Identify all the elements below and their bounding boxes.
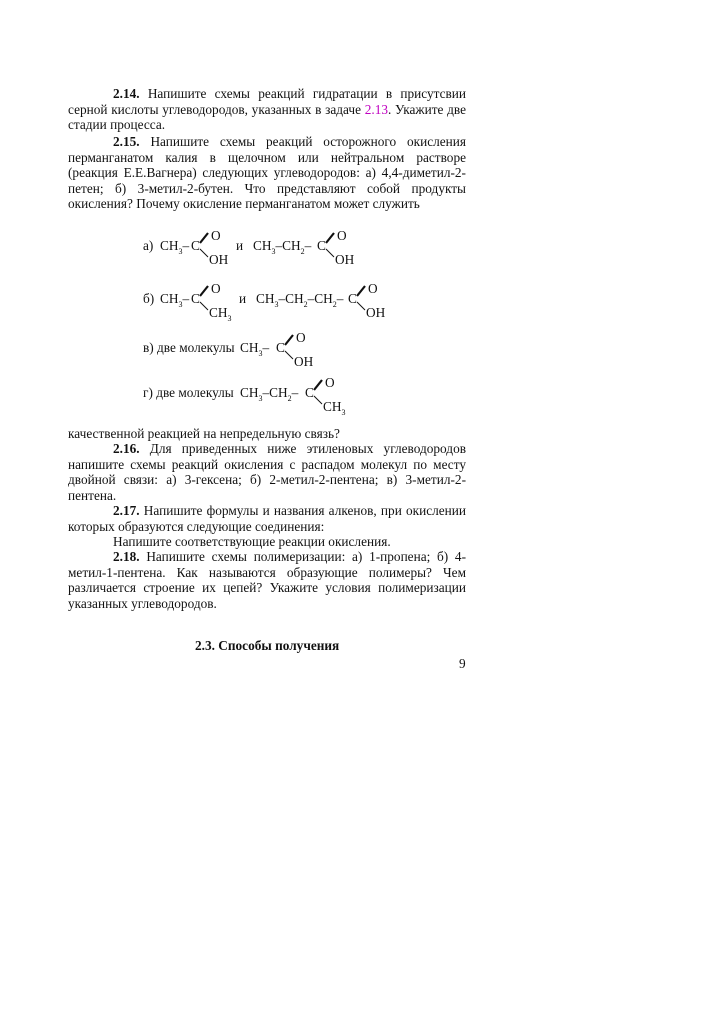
formula-carbon: C	[191, 238, 200, 253]
formula-oxygen: O	[211, 281, 221, 296]
problem-2-14	[68, 86, 466, 133]
formula-ch3: $CH_3-CH_2-$	[253, 238, 312, 256]
formula-oxygen: O	[296, 330, 306, 345]
formula-hydroxyl: OH	[335, 252, 355, 267]
formula-ch3: $CH_3-CH_2-$	[240, 385, 299, 403]
formula-oxygen: O	[337, 228, 347, 243]
formula-ch3: $CH_3-$	[160, 238, 190, 256]
problem-text: . Укажите две стадии процесса.	[68, 101, 467, 133]
formula-carbon: C	[276, 340, 285, 355]
formula-and: и	[236, 238, 244, 253]
formula-methyl: $CH_3$	[209, 305, 232, 323]
problem-number: 2.17.	[113, 503, 140, 518]
formula-oxygen: O	[368, 281, 378, 296]
problem-number: 2.18.	[113, 549, 140, 564]
formula-label: г) две молекулы	[143, 385, 234, 400]
problem-text: Напишите схемы полимеризации: а) 1-пропена; б) 4-метил-1-пентена. Как называются образующие полимеры? Чем различается строение их цепей? Укажите условия полимеризации указанных углеводородов.	[68, 549, 467, 611]
formula-hydroxyl: OH	[366, 305, 386, 320]
formula-hydroxyl: OH	[294, 354, 314, 369]
problem-2-18	[68, 549, 466, 611]
formula-label: в) две молекулы	[143, 340, 235, 355]
problem-text: Напишите схемы реакций осторожного окисления перманганатом калия в щелочном или нейтральном растворе (реакция Е.Е.Вагнера) следующих углеводородов: а) 4,4-диметил-2-петен; б) 3-метил-2-бутен. Что представляют собой продукты окисления? Почему окисление перманганатом может служить	[68, 134, 466, 212]
page-number: 9	[459, 656, 466, 671]
formula-carbon: C	[348, 291, 357, 306]
formula-carbon: C	[317, 238, 326, 253]
formula-oxygen: O	[211, 228, 221, 243]
formula-oxygen: O	[325, 375, 335, 390]
problem-text: Для приведенных ниже этиленовых углеводородов напишите схемы реакций окисления с распадом молекул по месту двойной связи: а) 3-гексена; б) 2-метил-2-пентена; в) 3-метил-2-пентена.	[68, 441, 466, 503]
formula-methyl: $CH_3$	[323, 399, 346, 417]
formula-hydroxyl: OH	[209, 252, 229, 267]
problem-2-16	[68, 441, 466, 503]
problem-2-17-extra: Напишите соответствующие реакции окисления.	[113, 534, 391, 549]
formula-carbon: C	[191, 291, 200, 306]
problem-text: Напишите схемы реакций гидратации в присутсвии серной кислоты углеводородов, указанных в задаче	[68, 86, 466, 117]
problem-2-17	[68, 503, 466, 534]
formula-carbon: C	[305, 385, 314, 400]
formula-label: б)	[143, 291, 155, 306]
formula-ch3: $CH_3-$	[240, 340, 270, 358]
problem-number: 2.14.	[113, 86, 140, 101]
problem-2-15	[68, 134, 466, 212]
formula-chain: $CH_3-CH_2-CH_2-$	[256, 291, 344, 309]
formula-and: и	[239, 291, 247, 306]
formula-label: а)	[143, 238, 154, 253]
problem-2-15-continuation: качественной реакцией на непредельную связь?	[68, 426, 340, 441]
formula-ch3: $CH_3-$	[160, 291, 190, 309]
problem-text: Напишите формулы и названия алкенов, при окислении которых образуются следующие соединения:	[68, 503, 467, 534]
problem-number: 2.16.	[113, 441, 140, 456]
problem-number: 2.15.	[113, 134, 140, 149]
problem-link-2-13[interactable]: 2.13	[364, 101, 388, 117]
section-title: 2.3. Способы получения	[195, 638, 340, 653]
